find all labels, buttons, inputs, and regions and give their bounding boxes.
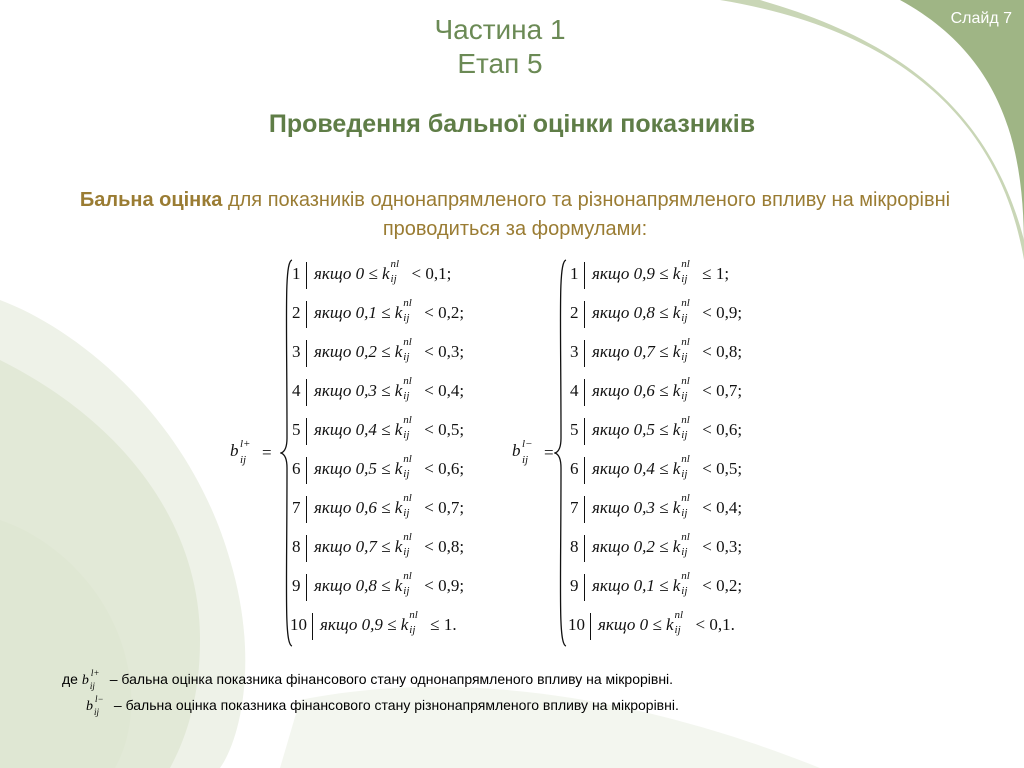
formula-row-score: 10: [568, 615, 585, 634]
formula-row-divider: [306, 535, 307, 562]
formula-row: [570, 299, 810, 338]
formula-row-score: 2: [570, 303, 579, 322]
formula-row-divider: [306, 418, 307, 445]
formula-row-bound: < 0,7;: [424, 498, 465, 517]
formula-row-condition: якщо 0,4 ≤ k: [592, 459, 681, 478]
slide-heading: Проведення бальної оцінки показників: [268, 110, 756, 138]
formula-row-score: 2: [292, 303, 301, 322]
footer-desc-2: – бальна оцінка показника фінансового стану різнонапрямленого впливу на мікрорівні.: [113, 697, 679, 713]
formula-row-score: 3: [570, 342, 579, 361]
formula-row-score: 6: [570, 459, 579, 478]
formula-k-sub: ij: [681, 468, 688, 480]
formula-row-condition: якщо 0 ≤ k: [598, 615, 674, 634]
formula-row-bound: < 0,5;: [702, 459, 743, 478]
formula-row-divider: [584, 418, 585, 445]
intro-text: [55, 186, 975, 244]
formula-k-sub: ij: [403, 312, 410, 324]
formula-row-condition: якщо 0,9 ≤ k: [320, 615, 409, 634]
formula-equals: =: [262, 443, 272, 462]
formula-row-bound: < 0,3;: [702, 537, 743, 556]
formula-row-score: 6: [292, 459, 301, 478]
formula-k-sup: nl: [403, 375, 412, 387]
part-title: Частина 1: [434, 14, 566, 45]
formula-row-divider: [306, 574, 307, 601]
formula-row-divider: [590, 613, 591, 640]
formula-row-condition: якщо 0,6 ≤ k: [314, 498, 403, 517]
formula-row-bound: < 0,4;: [702, 498, 743, 517]
formula-row-divider: [584, 379, 585, 406]
formula-row-condition: якщо 0,3 ≤ k: [592, 498, 681, 517]
formula-k-sup: nl: [674, 609, 684, 621]
formula-row-bound: < 0,8;: [702, 342, 743, 361]
formula-k-sub: ij: [403, 351, 410, 363]
formula-row-bound: < 0,6;: [424, 459, 465, 478]
formula-k-sub: ij: [403, 585, 410, 597]
formula-k-sup: nl: [681, 414, 690, 426]
intro-rest: для показників однонапрямленого та різнонапрямленого впливу на мікрорівні проводиться за формулами:: [222, 189, 951, 240]
slide-number: Слайд 7: [950, 10, 1012, 27]
formula-row-bound: < 0,1.: [695, 615, 735, 634]
formula-k-sub: ij: [681, 429, 688, 441]
formula-k-sup: nl: [681, 570, 690, 582]
formula-row-condition: якщо 0,8 ≤ k: [592, 303, 681, 322]
formula-k-sub: ij: [674, 624, 681, 636]
formula-k-sup: nl: [403, 570, 412, 582]
formula-row-score: 1: [570, 264, 579, 283]
formula-lhs-sub: ij: [240, 454, 247, 466]
formula-row: [570, 416, 810, 455]
formula-k-sub: ij: [681, 546, 688, 558]
formula-row-bound: < 0,3;: [424, 342, 465, 361]
formula-k-sub: ij: [681, 585, 688, 597]
formula-k-sub: ij: [681, 273, 688, 285]
formula-k-sup: nl: [403, 297, 412, 309]
formula-row-score: 1: [292, 264, 301, 283]
formula-row-score: 7: [570, 498, 579, 517]
formula-row-condition: якщо 0,2 ≤ k: [314, 342, 403, 361]
formula-k-sup: nl: [403, 414, 412, 426]
formula-row: [570, 572, 810, 611]
formula-row-divider: [584, 457, 585, 484]
formula-k-sup: nl: [403, 531, 412, 543]
formula-row: [292, 260, 532, 299]
formula-row-condition: якщо 0 ≤ k: [314, 264, 390, 283]
formula-row-condition: якщо 0,7 ≤ k: [314, 537, 403, 556]
formula-k-sub: ij: [409, 624, 416, 636]
formula-row-condition: якщо 0,5 ≤ k: [314, 459, 403, 478]
formula-k-sub: ij: [681, 390, 688, 402]
footer-line-2: [86, 694, 679, 717]
formula-k-sub: ij: [403, 468, 410, 480]
formula-row: [292, 377, 532, 416]
formula-k-sup: nl: [681, 531, 690, 543]
formula-left: [230, 258, 510, 648]
formula-row-condition: якщо 0,8 ≤ k: [314, 576, 403, 595]
formula-row-score: 5: [292, 420, 301, 439]
formula-row: [292, 338, 532, 377]
formula-row-bound: < 0,6;: [702, 420, 743, 439]
formula-k-sub: ij: [681, 507, 688, 519]
footer-desc-1: – бальна оцінка показника фінансового стану однонапрямленого впливу на мікрорівні.: [109, 671, 674, 687]
formula-row-divider: [306, 301, 307, 328]
footer-symbol-2: b l− ij: [86, 694, 104, 717]
formula-k-sup: nl: [409, 609, 418, 621]
formula-row-score: 5: [570, 420, 579, 439]
formula-row-divider: [306, 457, 307, 484]
formula-row-score: 3: [292, 342, 301, 361]
formula-k-sup: nl: [403, 492, 412, 504]
formula-row-condition: якщо 0,6 ≤ k: [592, 381, 681, 400]
formula-row-condition: якщо 0,9 ≤ k: [592, 264, 681, 283]
formula-row: [570, 338, 810, 377]
formula-row-bound: < 0,2;: [424, 303, 465, 322]
formula-row: [570, 455, 810, 494]
formula-row: [292, 299, 532, 338]
formula-row-score: 4: [570, 381, 579, 400]
formula-row-divider: [306, 262, 307, 289]
formula-row-condition: якщо 0,1 ≤ k: [592, 576, 681, 595]
formula-k-sup: nl: [681, 297, 690, 309]
formula-row-divider: [584, 340, 585, 367]
formula-row-condition: якщо 0,2 ≤ k: [592, 537, 681, 556]
formula-row-score: 9: [292, 576, 301, 595]
formula-k-sup: nl: [681, 453, 690, 465]
formula-row: [570, 533, 810, 572]
formula-row-bound: ≤ 1;: [702, 264, 730, 283]
formula-right: [512, 258, 802, 648]
formula-row-divider: [584, 262, 585, 289]
formula-row-condition: якщо 0,5 ≤ k: [592, 420, 681, 439]
formula-row: [292, 494, 532, 533]
formula-lhs-sup: l−: [522, 438, 533, 450]
formula-row: [292, 416, 532, 455]
formula-row: [570, 260, 810, 299]
formula-row-score: 10: [290, 615, 307, 634]
formula-row-divider: [584, 496, 585, 523]
formula-k-sub: ij: [681, 312, 688, 324]
formula-lhs-sup: l+: [240, 438, 251, 450]
formula-row: [292, 455, 532, 494]
formula-row-bound: < 0,8;: [424, 537, 465, 556]
formula-row: [292, 611, 532, 650]
formula-k-sub: ij: [681, 351, 688, 363]
formula-row-condition: якщо 0,3 ≤ k: [314, 381, 403, 400]
formula-brace: [554, 258, 568, 648]
intro-bold: Бальна оцінка: [79, 189, 223, 211]
formula-k-sup: nl: [390, 258, 400, 270]
formula-k-sup: nl: [681, 336, 690, 348]
footer-line-1: [62, 668, 674, 691]
formula-row: [292, 533, 532, 572]
formula-row-score: 8: [570, 537, 579, 556]
formula-row-score: 7: [292, 498, 301, 517]
formula-k-sup: nl: [681, 258, 690, 270]
formula-row-score: 4: [292, 381, 301, 400]
formula-lhs: b: [230, 441, 239, 460]
formula-k-sub: ij: [390, 273, 397, 285]
formula-k-sub: ij: [403, 546, 410, 558]
formula-row-bound: < 0,9;: [424, 576, 465, 595]
formula-k-sub: ij: [403, 390, 410, 402]
formula-row-divider: [306, 496, 307, 523]
formula-row: [292, 572, 532, 611]
formula-k-sup: nl: [681, 375, 690, 387]
formula-row-condition: якщо 0,4 ≤ k: [314, 420, 403, 439]
formula-k-sup: nl: [403, 453, 412, 465]
formula-row-score: 9: [570, 576, 579, 595]
formula-row-bound: < 0,2;: [702, 576, 743, 595]
formula-row: [570, 494, 810, 533]
formula-k-sup: nl: [403, 336, 412, 348]
formula-row-divider: [584, 574, 585, 601]
formula-row-bound: < 0,9;: [702, 303, 743, 322]
footer-prefix: де: [62, 671, 78, 687]
formula-row-divider: [306, 340, 307, 367]
stage-title: Етап 5: [457, 48, 543, 79]
formula-row: [570, 611, 810, 650]
formula-k-sub: ij: [403, 507, 410, 519]
formula-k-sup: nl: [681, 492, 690, 504]
formula-row-bound: < 0,4;: [424, 381, 465, 400]
formula-equals: =: [544, 443, 554, 462]
formula-row-divider: [312, 613, 313, 640]
formula-row-divider: [584, 301, 585, 328]
formula-row-bound: < 0,1;: [411, 264, 452, 283]
formula-row-bound: ≤ 1.: [430, 615, 457, 634]
formula-lhs-sub: ij: [522, 454, 529, 466]
formula-row-score: 8: [292, 537, 301, 556]
formula-row-bound: < 0,5;: [424, 420, 465, 439]
formula-row: [570, 377, 810, 416]
footer-symbol-1: b l+ ij: [81, 668, 100, 691]
formula-row-condition: якщо 0,7 ≤ k: [592, 342, 681, 361]
formula-row-divider: [306, 379, 307, 406]
formula-k-sub: ij: [403, 429, 410, 441]
formula-row-condition: якщо 0,1 ≤ k: [314, 303, 403, 322]
formula-row-bound: < 0,7;: [702, 381, 743, 400]
formula-lhs: b: [512, 441, 521, 460]
formula-row-divider: [584, 535, 585, 562]
